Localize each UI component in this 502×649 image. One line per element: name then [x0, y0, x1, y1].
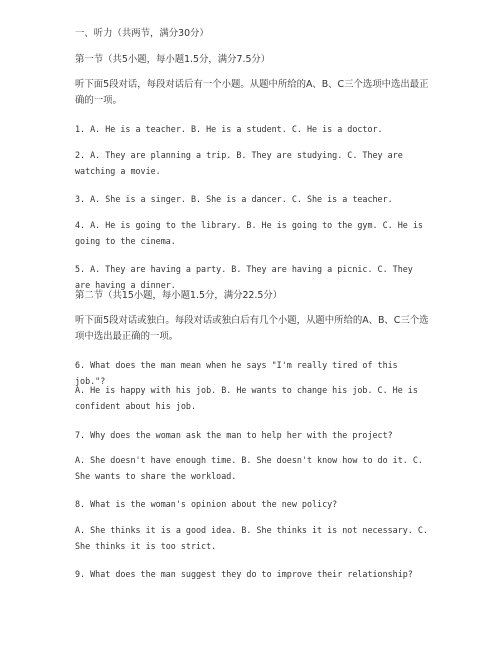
question-5: 5. A. They are having a party. B. They are having a picnic. C. They are having a dinner.	[75, 264, 413, 290]
question-7-options: A. She doesn't have enough time. B. She doesn't know how to do it. C. She wants to share the workload.	[75, 455, 423, 481]
question-6: 6. What does the man mean when he says "I'm really tired of this job."?	[75, 360, 398, 386]
question-9: 9. What does the man suggest they do to improve their relationship?	[75, 569, 413, 579]
part-one-heading: 第一节（共5小题，每小题1.5分，满分7.5分）	[75, 54, 271, 65]
part-two-heading: 第二节（共15小题，每小题1.5分，满分22.5分）	[75, 290, 283, 301]
part-one-instructions: 听下面5段对话，每段对话后有一个小题。从题中所给的A、B、C三个选项中选出最正确的一项。	[75, 79, 429, 106]
section-heading: 一、听力（共两节，满分30分）	[75, 28, 209, 39]
question-7: 7. Why does the woman ask the man to help her with the project?	[75, 430, 393, 440]
question-8: 8. What is the woman's opinion about the new policy?	[75, 499, 338, 509]
question-2: 2. A. They are planning a trip. B. They are studying. C. They are watching a movie.	[75, 150, 403, 176]
question-1: 1. A. He is a teacher. B. He is a student. C. He is a doctor.	[75, 124, 383, 134]
question-4: 4. A. He is going to the library. B. He is going to the gym. C. He is going to the cinema.	[75, 220, 423, 246]
question-6-options: A. He is happy with his job. B. He wants to change his job. C. He is confident about his job.	[75, 385, 418, 411]
question-8-options: A. She thinks it is a good idea. B. She thinks it is not necessary. C. She thinks it is too strict.	[75, 525, 428, 551]
question-3: 3. A. She is a singer. B. She is a dancer. C. She is a teacher.	[75, 194, 393, 204]
part-two-instructions: 听下面5段对话或独白。每段对话或独白后有几个小题，从题中所给的A、B、C三个选项中选出最正确的一项。	[75, 315, 429, 342]
